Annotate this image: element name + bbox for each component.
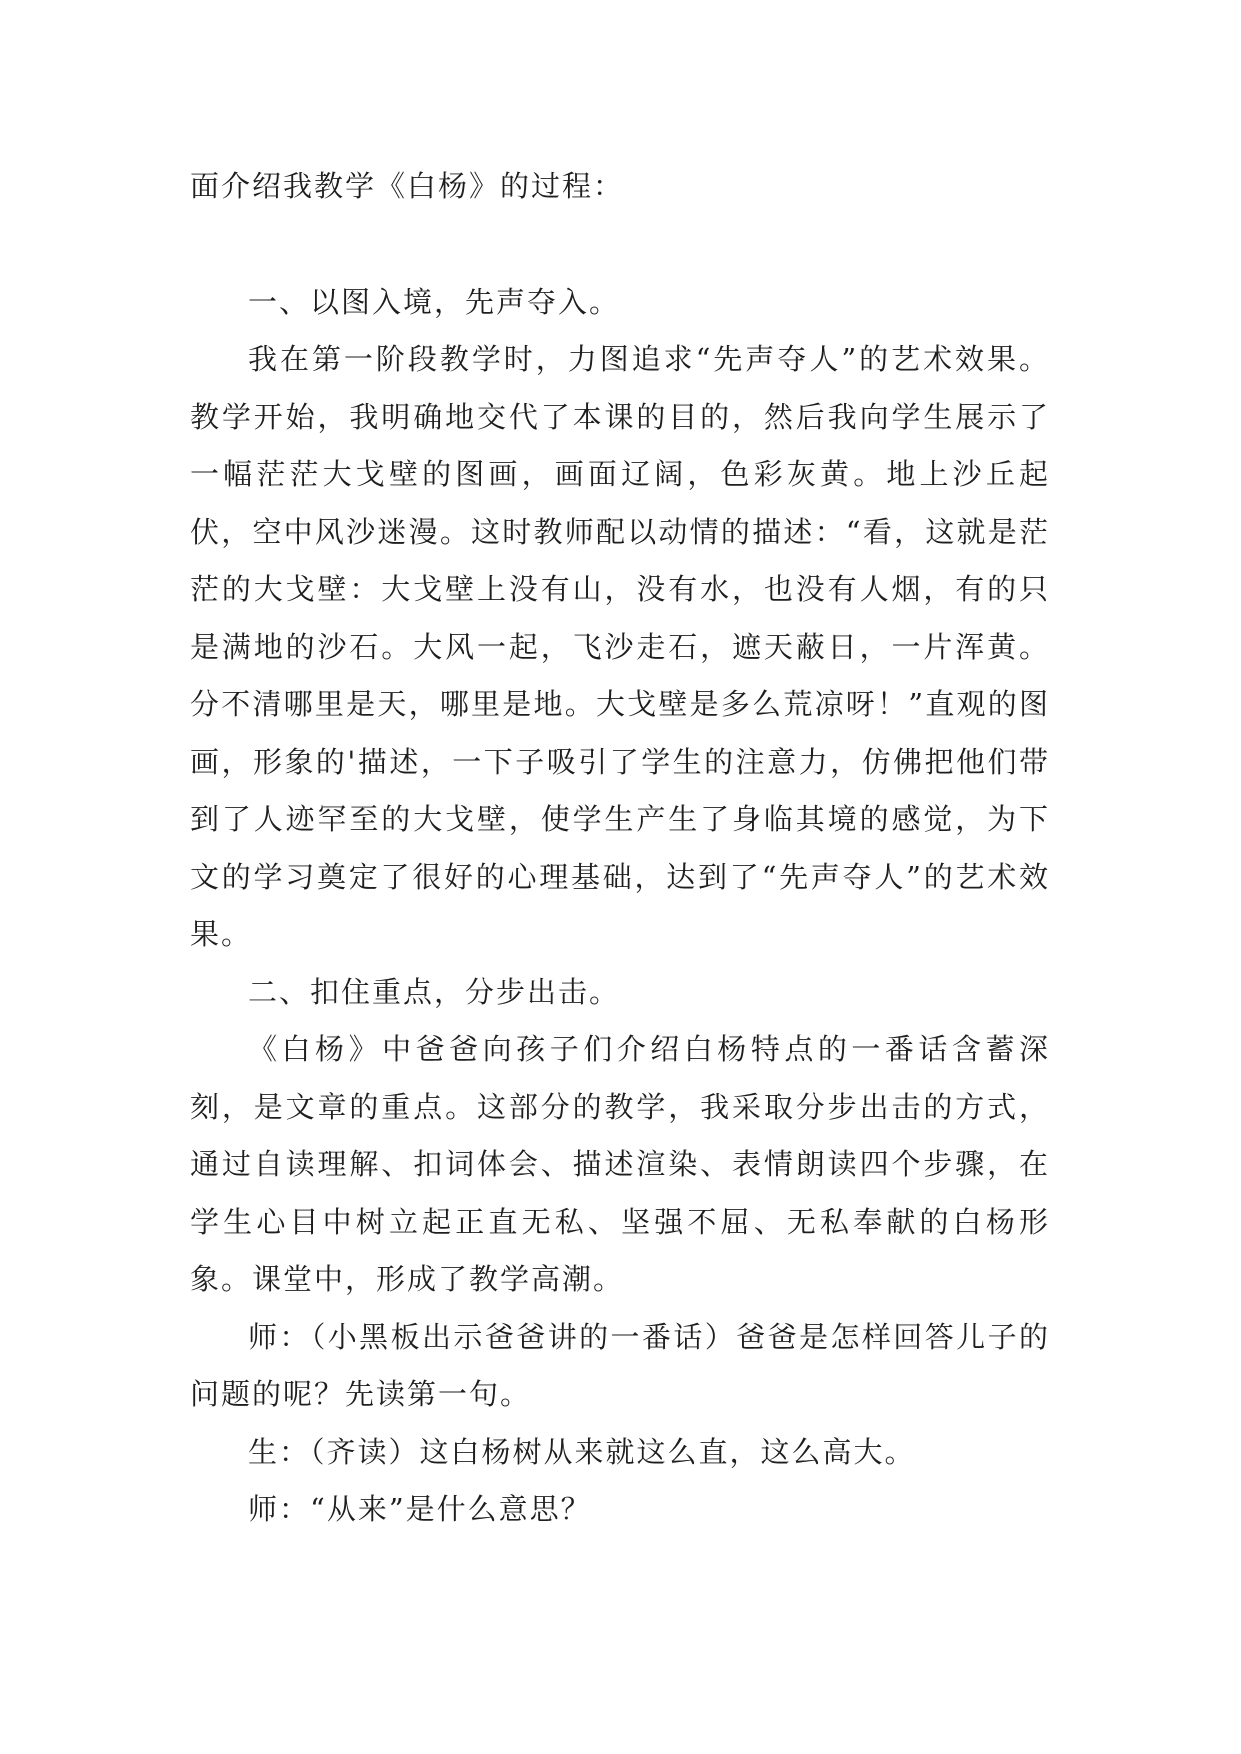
paragraph-gap xyxy=(190,216,1050,274)
paragraph-intro: 面介绍我教学《白杨》的过程： xyxy=(190,169,625,203)
dialogue-teacher-2: 师：“从来”是什么意思？ xyxy=(248,1492,592,1526)
paragraph-section-1: 我在第一阶段教学时，力图追求“先声夺人”的艺术效果。教学开始，我明确地交代了本课的目的，然后我向学生展示了一幅茫茫大戈壁的图画，画面辽阔，色彩灰黄。地上沙丘起伏，空中风沙迷漫。这时教师配以动情的描述：“看，这就是茫茫的大戈壁：大戈壁上没有山，没有水，也没有人烟，有的只是满地的沙石。大风一起，飞沙走石，遮天蔽日，一片浑黄。分不清哪里是天，哪里是地。大戈壁是多么荒凉呀！”直观的图画，形象的'描述，一下子吸引了学生的注意力，仿佛把他们带到了人迹罕至的大戈壁，使学生产生了身临其境的感觉，为下文的学习奠定了很好的心理基础，达到了“先声夺人”的艺术效果。 xyxy=(190,342,1050,951)
section-heading-2: 二、扣住重点，分步出击。 xyxy=(248,974,621,1009)
section-heading-1: 一、以图入境，先声夺入。 xyxy=(248,284,621,319)
dialogue-student-1: 生：（齐读）这白杨树从来就这么直，这么高大。 xyxy=(248,1434,916,1469)
document-body xyxy=(190,158,1050,1539)
dialogue-teacher-1: 师：（小黑板出示爸爸讲的一番话）爸爸是怎样回答儿子的问题的呢？先读第一句。 xyxy=(190,1319,1050,1411)
paragraph-section-2: 《白杨》中爸爸向孩子们介绍白杨特点的一番话含蓄深刻，是文章的重点。这部分的教学，我采取分步出击的方式，通过自读理解、扣词体会、描述渲染、表情朗读四个步骤，在学生心目中树立起正直无私、坚强不屈、无私奉献的白杨形象。课堂中，形成了教学高潮。 xyxy=(190,1032,1050,1296)
